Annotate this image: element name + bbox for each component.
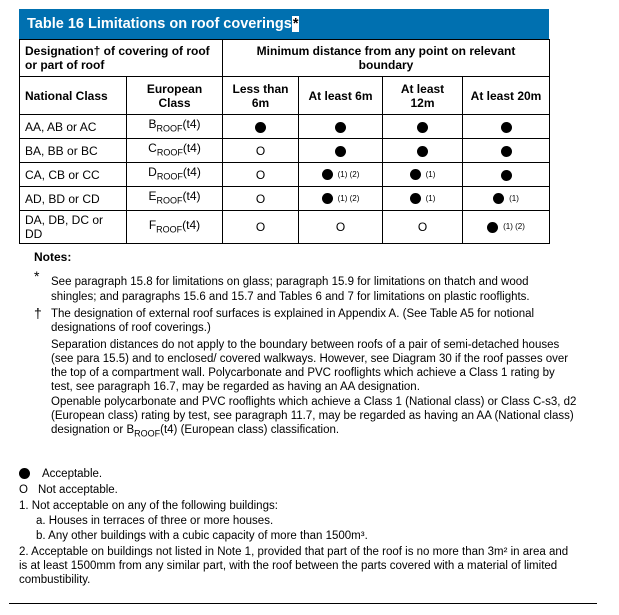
footnote-ref: (1) (2) (503, 222, 525, 232)
acceptable-dot-icon (501, 170, 512, 181)
acceptable-dot-icon (417, 146, 428, 157)
distance-cell (463, 163, 550, 187)
national-class-cell: DA, DB, DC or DD (20, 211, 127, 244)
table-row (20, 139, 550, 163)
table-title (19, 9, 549, 39)
note-asterisk-line2: shingles; and paragraphs 15.6 and 15.7 and Tables 6 and 7 for limitations on plastic rooflights. (51, 291, 530, 303)
note-dagger-line2: designations of roof coverings.) (51, 322, 211, 334)
acceptable-dot-icon (19, 468, 30, 479)
european-class-cell: $F_{ROOF}(t4)$ (127, 211, 223, 244)
not-acceptable-circle-icon: O (417, 220, 428, 234)
not-acceptable-circle-icon: O (255, 167, 266, 182)
distance-cell (463, 139, 550, 163)
legend-note-2-line2: is at least 1500mm from any similar part, with the roof between the parts covered with a material of limited (19, 560, 558, 572)
distance-cell (223, 211, 299, 244)
not-acceptable-circle-icon: O (255, 191, 266, 206)
note-separation-line2: (see para 15.5) and to enclosed/ covered walkways. However, see Diagram 30 if the roof passes over (51, 353, 569, 365)
acceptable-dot-icon (335, 146, 346, 157)
distance-cell (383, 163, 463, 187)
bottom-divider (9, 603, 597, 604)
distance-cell (223, 187, 299, 211)
distance-cell (299, 139, 383, 163)
notes-heading: Notes: (34, 250, 72, 264)
header-min-distance: Minimum distance from any point on relevant boundary (223, 40, 550, 77)
title-asterisk: * (292, 16, 299, 32)
legend-note-1b: b. Any other buildings with a cubic capacity of more than 1500m³. (36, 530, 368, 542)
acceptable-dot-icon (322, 193, 333, 204)
note-openable-line3: designation or $B_{ROOF}(t4)$ (European class) classification. (51, 424, 340, 439)
distance-cell (299, 211, 383, 244)
national-class-cell: BA, BB or BC (20, 139, 127, 163)
header-designation: Designation† of covering of roof or part of roof (20, 40, 223, 77)
distance-cell (383, 115, 463, 139)
acceptable-dot-icon (410, 193, 421, 204)
distance-cell (463, 211, 550, 244)
national-class-cell: AD, BD or CD (20, 187, 127, 211)
note-separation-line3: the top of a compartment wall. Polycarbonate and PVC rooflights which achieve a Class 1 rating by (51, 367, 555, 379)
distance-cell (383, 211, 463, 244)
footnote-ref: (1) (425, 193, 436, 203)
legend-not-acceptable: O Not acceptable. (19, 484, 118, 496)
european-class-cell: $B_{ROOF}(t4)$ (127, 115, 223, 139)
distance-cell (383, 187, 463, 211)
legend-note-2-line3: combustibility. (19, 574, 91, 586)
acceptable-dot-icon (501, 146, 512, 157)
european-class-cell: $E_{ROOF}(t4)$ (127, 187, 223, 211)
distance-cell (223, 115, 299, 139)
acceptable-dot-icon (493, 193, 504, 204)
note-openable-line2: (European class) rating by test, see paragraph 11.7, may be regarded as having an AA (National class) (51, 410, 574, 422)
table-row (20, 211, 550, 244)
header-col-6m: At least 6m (299, 77, 383, 115)
national-class-cell: AA, AB or AC (20, 115, 127, 139)
note-asterisk-line1: See paragraph 15.8 for limitations on glass; paragraph 15.9 for limitations on thatch and wood (51, 276, 529, 288)
distance-cell (463, 187, 550, 211)
acceptable-dot-icon (487, 222, 498, 233)
not-acceptable-circle-icon: O (335, 220, 346, 234)
table-row (20, 163, 550, 187)
table-row (20, 115, 550, 139)
footnote-ref: (1) (509, 193, 519, 203)
legend-acceptable: Acceptable. (19, 467, 102, 481)
table-row (20, 187, 550, 211)
legend-note-1a: a. Houses in terraces of three or more houses. (36, 515, 274, 527)
european-class-cell: $D_{ROOF}(t4)$ (127, 163, 223, 187)
header-col-less-6m: Less than 6m (223, 77, 299, 115)
header-national-class: National Class (20, 77, 127, 115)
footnote-ref: (1) (425, 169, 436, 179)
distance-cell (223, 139, 299, 163)
national-class-cell: CA, CB or CC (20, 163, 127, 187)
acceptable-dot-icon (335, 122, 346, 133)
legend-note-2-line1: 2. Acceptable on buildings not listed in Note 1, provided that part of the roof is no more than 3m² in area and (19, 546, 569, 558)
acceptable-dot-icon (417, 122, 428, 133)
dagger-mark: † (34, 305, 42, 321)
european-class-cell: $C_{ROOF}(t4)$ (127, 139, 223, 163)
note-dagger-line1: The designation of external roof surfaces is explained in Appendix A. (See Table A5 for notional (51, 308, 535, 320)
footnote-ref: (1) (2) (337, 193, 360, 203)
distance-cell (223, 163, 299, 187)
legend-note-1: 1. Not acceptable on any of the following buildings: (19, 500, 278, 512)
footnote-ref: (1) (2) (337, 169, 360, 179)
acceptable-dot-icon (322, 169, 333, 180)
note-openable-line1: Openable polycarbonate and PVC rooflights which achieve a Class 1 (National class) or Class C-s3, d2 (51, 396, 577, 408)
distance-cell (299, 115, 383, 139)
not-acceptable-circle-icon: O (255, 220, 266, 234)
header-european-class: European Class (127, 77, 223, 115)
acceptable-dot-icon (255, 122, 266, 133)
distance-cell (299, 187, 383, 211)
table-title-text: Table 16 Limitations on roof coverings (27, 16, 292, 32)
note-separation-line1: Separation distances do not apply to the boundary between roofs of a pair of semi-detached houses (51, 339, 560, 351)
asterisk-mark: * (34, 268, 40, 284)
header-col-12m: At least 12m (383, 77, 463, 115)
not-acceptable-circle-icon: O (255, 143, 266, 158)
roof-limitations-table (19, 39, 550, 244)
distance-cell (463, 115, 550, 139)
acceptable-dot-icon (501, 122, 512, 133)
distance-cell (299, 163, 383, 187)
acceptable-dot-icon (410, 169, 421, 180)
not-acceptable-circle-icon: O (19, 484, 28, 496)
header-col-20m: At least 20m (463, 77, 550, 115)
note-separation-line4: test, see paragraph 16.7, may be regarded as having an AA designation. (51, 381, 420, 393)
distance-cell (383, 139, 463, 163)
